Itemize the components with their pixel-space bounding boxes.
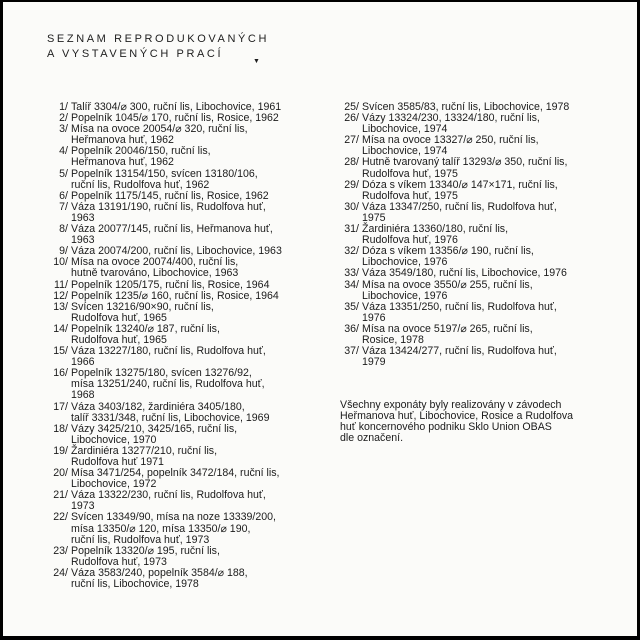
- entry-number: 37/: [344, 345, 359, 358]
- entry-line: Popelník 13154/150, svícen 13180/106,: [71, 167, 258, 180]
- work-entry: [31, 446, 321, 468]
- entry-number: 13/: [53, 300, 68, 313]
- entry-line: Váza 13322/230, ruční lis, Rudolfova huť,: [71, 489, 266, 502]
- note-line: huť koncernového podniku Sklo Union OBAS: [340, 421, 552, 434]
- work-entry: [31, 324, 321, 346]
- entry-line: Libochovice, 1974: [362, 145, 448, 158]
- work-entry: [322, 180, 617, 202]
- entry-line: Svícen 13349/90, mísa na noze 13339/200,: [71, 511, 276, 524]
- entry-number: 25/: [344, 101, 359, 113]
- entry-description: [362, 202, 617, 224]
- entry-number: 7/: [59, 200, 68, 213]
- entry-line: Dóza s víkem 13340/⌀ 147×171, ruční lis,: [362, 178, 558, 191]
- entry-line: Libochovice, 1972: [71, 478, 157, 491]
- entry-number: 4/: [59, 145, 68, 158]
- entry-number: 36/: [344, 322, 359, 335]
- entry-line: Mísa na ovoce 20074/400, ruční lis,: [71, 256, 239, 269]
- entry-description: [71, 280, 321, 291]
- note-line: dle označení.: [340, 432, 404, 445]
- work-entry: [322, 157, 617, 179]
- entry-number: 31/: [344, 223, 359, 236]
- entry-number: 15/: [53, 345, 68, 358]
- entry-line: Libochovice, 1976: [362, 256, 448, 269]
- entry-description: [362, 268, 617, 279]
- work-entry: [322, 224, 617, 246]
- work-entry: [322, 135, 617, 157]
- work-entry: [31, 169, 321, 191]
- entry-description: [362, 302, 617, 324]
- entry-description: [362, 246, 617, 268]
- entry-line: Rudolfova huť, 1975: [362, 189, 458, 202]
- list-heading: [47, 32, 270, 65]
- entry-line: Dóza s víkem 13356/⌀ 190, ruční lis,: [362, 245, 534, 258]
- entry-line: Mísa na ovoce 5197/⌀ 265, ruční lis,: [362, 322, 533, 335]
- entry-description: [71, 202, 321, 224]
- entry-description: [71, 468, 321, 490]
- entry-line: Popelník 20046/150, ruční lis,: [71, 145, 211, 158]
- entry-description: [362, 135, 617, 157]
- entry-description: [71, 424, 321, 446]
- entry-line: 1963: [71, 234, 95, 247]
- production-note: [340, 400, 620, 444]
- entry-description: [71, 302, 321, 324]
- entry-description: [362, 280, 617, 302]
- entry-number: 6/: [59, 189, 68, 202]
- entry-description: [362, 180, 617, 202]
- entry-line: Rudolfova huť, 1973: [71, 555, 167, 568]
- work-entry: [31, 280, 321, 291]
- work-entry: [31, 302, 321, 324]
- entry-line: mísa 13350/⌀ 120, mísa 13350/⌀ 190,: [71, 522, 251, 535]
- entry-description: [362, 157, 617, 179]
- entry-number: 9/: [59, 245, 68, 258]
- entry-number: 14/: [53, 322, 68, 335]
- entry-description: [71, 224, 321, 246]
- note-line: Heřmanova huť, Libochovice, Rosice a Rudolfova: [340, 410, 574, 423]
- entry-description: [362, 346, 617, 368]
- entry-line: Popelník 1235/⌀ 160, ruční lis, Rosice, 1964: [71, 289, 279, 302]
- entry-number: 35/: [344, 300, 359, 313]
- entry-number: 24/: [53, 566, 68, 579]
- entry-number: 17/: [53, 400, 68, 413]
- work-entry: [322, 113, 617, 135]
- work-entry: [322, 280, 617, 302]
- entry-description: [71, 346, 321, 368]
- note-line: Všechny exponáty byly realizovány v závodech: [340, 399, 562, 411]
- entry-number: 18/: [53, 422, 68, 435]
- entry-line: 1973: [71, 500, 95, 513]
- entry-number: 10/: [53, 256, 68, 269]
- entry-line: Rudolfova huť, 1965: [71, 311, 167, 324]
- entry-line: Vázy 13324/230, 13324/180, ruční lis,: [362, 112, 540, 125]
- entry-line: 1966: [71, 356, 95, 369]
- entry-line: Žardiniéra 13360/180, ruční lis,: [362, 223, 509, 236]
- entry-description: [362, 224, 617, 246]
- entry-line: Popelník 1045/⌀ 170, ruční lis, Rosice, 1962: [71, 112, 279, 125]
- work-entry: [322, 202, 617, 224]
- entry-line: Mísa 3471/254, popelník 3472/184, ruční lis,: [71, 467, 280, 480]
- work-entry: [322, 346, 617, 368]
- work-entry: [31, 368, 321, 401]
- entry-number: 8/: [59, 223, 68, 236]
- entry-line: Váza 3583/240, popelník 3584/⌀ 188,: [71, 566, 248, 579]
- entry-number: 26/: [344, 112, 359, 125]
- entry-number: 21/: [53, 489, 68, 502]
- entry-line: Popelník 1175/145, ruční lis, Rosice, 1962: [71, 189, 269, 202]
- heading-line-2: A VYSTAVENÝCH PRACÍ: [47, 48, 224, 60]
- entry-line: Mísa na ovoce 3550/⌀ 255, ruční lis,: [362, 278, 533, 291]
- entry-number: 32/: [344, 245, 359, 258]
- work-entry: [322, 246, 617, 268]
- entry-line: ruční lis, Rudolfova huť, 1973: [71, 533, 210, 546]
- triangle-marker-icon: ▼: [253, 58, 260, 65]
- entry-number: 5/: [59, 167, 68, 180]
- work-entry: [322, 302, 617, 324]
- entry-line: Heřmanova huť, 1962: [71, 156, 174, 169]
- work-entry: [31, 257, 321, 279]
- entry-number: 27/: [344, 134, 359, 147]
- entry-description: [71, 368, 321, 401]
- entry-line: 1963: [71, 211, 95, 224]
- work-entry: [31, 568, 321, 590]
- entry-number: 16/: [53, 367, 68, 380]
- entry-line: Rudolfova huť, 1965: [71, 333, 167, 346]
- heading-line-1: SEZNAM REPRODUKOVANÝCH: [47, 33, 270, 45]
- entry-number: 30/: [344, 200, 359, 213]
- entry-number: 2/: [59, 112, 68, 125]
- entry-description: [71, 490, 321, 512]
- work-entry: [31, 490, 321, 512]
- entry-number: 29/: [344, 178, 359, 191]
- work-entry: [31, 468, 321, 490]
- entry-line: Heřmanova huť, 1962: [71, 134, 174, 147]
- entry-number: 12/: [53, 289, 68, 302]
- entry-line: Popelník 13320/⌀ 195, ruční lis,: [71, 544, 220, 557]
- entry-line: hutně tvarováno, Libochovice, 1963: [71, 267, 239, 280]
- entry-line: Váza 13191/190, ruční lis, Rudolfova huť,: [71, 200, 266, 213]
- entry-line: 1979: [362, 356, 386, 369]
- entry-line: Rudolfova huť, 1976: [362, 234, 458, 247]
- entry-line: Vázy 3425/210, 3425/165, ruční lis,: [71, 422, 238, 435]
- entry-line: Rosice, 1978: [362, 333, 424, 346]
- entry-line: Svícen 13216/90×90, ruční lis,: [71, 300, 214, 313]
- entry-description: [71, 446, 321, 468]
- work-entry: [31, 146, 321, 168]
- entry-line: talíř 3331/348, ruční lis, Libochovice, 1969: [71, 411, 270, 424]
- entry-line: Svícen 3585/83, ruční lis, Libochovice, 1978: [362, 101, 570, 113]
- work-entry: [322, 324, 617, 346]
- work-entry: [31, 124, 321, 146]
- catalog-page: [3, 2, 637, 636]
- entry-line: Talíř 3304/⌀ 300, ruční lis, Libochovice, 1961: [71, 101, 282, 113]
- entry-description: [71, 568, 321, 590]
- entry-line: 1968: [71, 389, 95, 402]
- works-list-right-column: [322, 102, 617, 368]
- entry-description: [71, 146, 321, 168]
- entry-line: Váza 13227/180, ruční lis, Rudolfova huť,: [71, 345, 266, 358]
- entry-line: Libochovice, 1974: [362, 123, 448, 136]
- entry-line: mísa 13251/240, ruční lis, Rudolfova huť,: [71, 378, 265, 391]
- work-entry: [31, 512, 321, 545]
- entry-number: 22/: [53, 511, 68, 524]
- work-entry: [31, 402, 321, 424]
- entry-line: Rudolfova huť 1971: [71, 456, 164, 468]
- entry-number: 11/: [54, 278, 68, 291]
- entry-line: 1975: [362, 211, 386, 224]
- entry-line: 1976: [362, 311, 386, 324]
- entry-number: 1/: [59, 101, 68, 113]
- entry-description: [71, 402, 321, 424]
- entry-line: Libochovice, 1976: [362, 289, 448, 302]
- entry-description: [71, 169, 321, 191]
- entry-line: ruční lis, Libochovice, 1978: [71, 578, 199, 591]
- entry-description: [71, 257, 321, 279]
- entry-line: Rudolfova huť, 1975: [362, 167, 458, 180]
- work-entry: [31, 546, 321, 568]
- entry-number: 3/: [59, 123, 68, 136]
- work-entry: [31, 224, 321, 246]
- entry-description: [362, 113, 617, 135]
- entry-number: 33/: [344, 267, 359, 280]
- entry-line: Popelník 13275/180, svícen 13276/92,: [71, 367, 252, 380]
- entry-description: [71, 324, 321, 346]
- entry-line: Váza 3403/182, žardiniéra 3405/180,: [71, 400, 245, 413]
- entry-line: Váza 20074/200, ruční lis, Libochovice, 1963: [71, 245, 282, 258]
- entry-number: 34/: [344, 278, 359, 291]
- entry-line: Hutně tvarovaný talíř 13293/⌀ 350, ruční lis,: [362, 156, 568, 169]
- entry-number: 28/: [344, 156, 359, 169]
- entry-line: Popelník 1205/175, ruční lis, Rosice, 1964: [71, 278, 270, 291]
- entry-number: 19/: [53, 444, 68, 457]
- entry-description: [71, 546, 321, 568]
- entry-line: ruční lis, Rudolfova huť, 1962: [71, 178, 210, 191]
- entry-line: Váza 13424/277, ruční lis, Rudolfova huť,: [362, 345, 557, 358]
- work-entry: [31, 202, 321, 224]
- entry-description: [362, 324, 617, 346]
- entry-line: Popelník 13240/⌀ 187, ruční lis,: [71, 322, 220, 335]
- entry-line: Váza 13347/250, ruční lis, Rudolfova huť,: [362, 200, 557, 213]
- entry-line: Mísa na ovoce 13327/⌀ 250, ruční lis,: [362, 134, 539, 147]
- entry-line: Váza 13351/250, ruční lis, Rudolfova huť,: [362, 300, 557, 313]
- entry-line: Libochovice, 1970: [71, 433, 157, 446]
- entry-number: 23/: [53, 544, 68, 557]
- entry-line: Váza 3549/180, ruční lis, Libochovice, 1976: [362, 267, 567, 280]
- entry-line: Mísa na ovoce 20054/⌀ 320, ruční lis,: [71, 123, 248, 136]
- work-entry: [322, 268, 617, 279]
- work-entry: [31, 346, 321, 368]
- entry-description: [71, 512, 321, 545]
- works-list-left-column: [31, 102, 321, 590]
- entry-description: [71, 124, 321, 146]
- entry-number: 20/: [53, 467, 68, 480]
- entry-line: Žardiniéra 13277/210, ruční lis,: [71, 444, 218, 457]
- entry-line: Váza 20077/145, ruční lis, Heřmanova huť,: [71, 223, 273, 236]
- work-entry: [31, 424, 321, 446]
